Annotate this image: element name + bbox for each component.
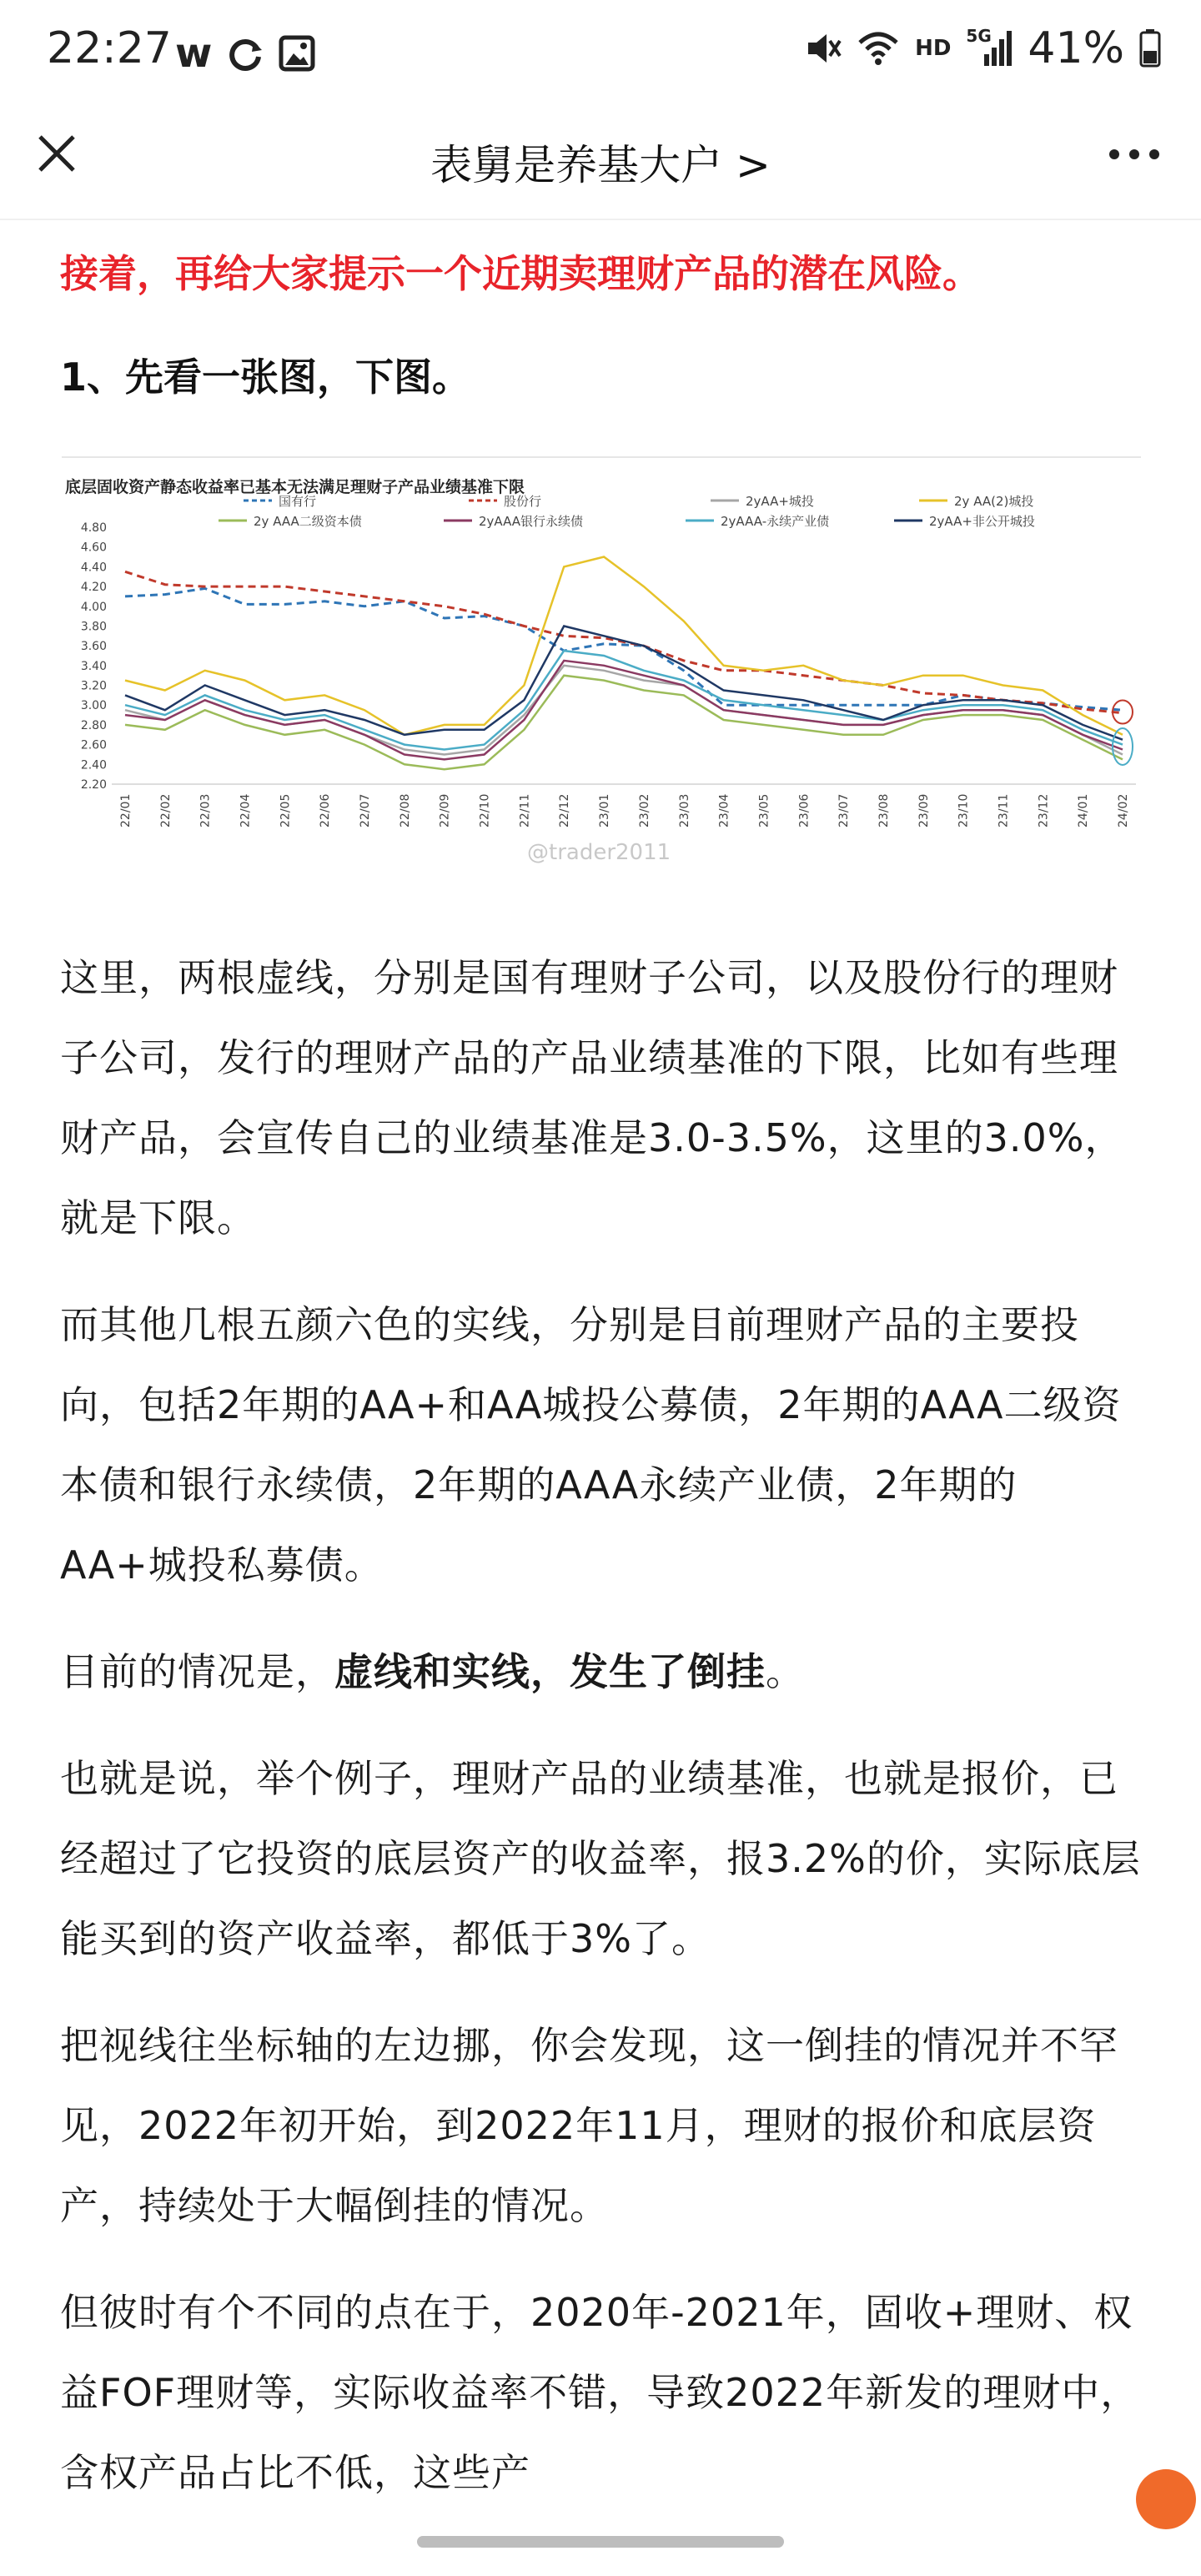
battery-icon: [1139, 29, 1161, 68]
x-tick-label: 23/05: [757, 793, 771, 828]
paragraph-4: 也就是说，举个例子，理财产品的业绩基准，也就是报价，已经超过了它投资的底层资产的收益率，报3.2%的价，实际底层能买到的资产收益率，都低于3%了。: [60, 1756, 1141, 1961]
paragraph-6: 但彼时有个不同的点在于，2020年-2021年，固收+理财、权益FOF理财等，实际收益率不错，导致2022年新发的理财中，含权产品占比不低，这些产: [60, 2290, 1140, 2495]
chart-image[interactable]: [60, 450, 1144, 884]
x-tick-label: 23/10: [957, 793, 971, 828]
carrier-w-icon: w: [175, 30, 213, 77]
legend-label: 2y AA(2)城投: [954, 494, 1034, 509]
paragraph-5: 把视线往坐标轴的左边挪，你会发现，这一倒挂的情况并不罕见，2022年初开始，到2022年11月，理财的报价和底层资产，持续处于大幅倒挂的情况。: [60, 2023, 1118, 2228]
x-tick-label: 23/12: [1037, 793, 1051, 828]
y-tick-label: 4.40: [80, 561, 107, 575]
home-indicator[interactable]: [417, 2536, 784, 2548]
x-tick-label: 23/03: [677, 793, 691, 828]
signal-icon: [966, 26, 1013, 68]
status-left-icons: [175, 30, 315, 77]
mute-icon: [803, 29, 842, 68]
wifi-icon: [857, 29, 900, 68]
legend-label: 国有行: [279, 494, 317, 509]
legend-label: 2yAA+非公开城投: [929, 514, 1035, 529]
x-tick-label: 23/09: [917, 793, 931, 828]
sync-icon: [225, 33, 265, 73]
y-tick-label: 2.40: [80, 758, 107, 772]
y-tick-label: 3.00: [80, 699, 107, 713]
legend-label: 股份行: [504, 494, 542, 509]
chart-axes: [81, 521, 1136, 828]
chart-svg: [60, 450, 1144, 884]
series-line: [125, 588, 1123, 710]
x-tick-label: 22/10: [478, 793, 492, 828]
legend-label: 2yAA+城投: [746, 494, 814, 509]
paragraph-3-prefix: 目前的情况是，: [60, 1649, 334, 1694]
x-tick-label: 23/07: [837, 793, 852, 828]
legend-label: 2y AAA二级资本债: [254, 514, 362, 529]
section-title: 1、先看一张图，下图。: [60, 355, 471, 400]
x-tick-label: 23/02: [637, 793, 651, 828]
x-tick-label: 22/04: [239, 793, 253, 828]
x-tick-label: 24/01: [1077, 793, 1091, 828]
x-tick-label: 23/01: [598, 793, 612, 828]
x-tick-label: 22/02: [158, 793, 173, 828]
chart-watermark: @trader2011: [527, 840, 671, 865]
x-tick-label: 22/08: [398, 793, 412, 828]
paragraph-3: [60, 1632, 1144, 1712]
status-right: [803, 23, 1161, 73]
y-tick-label: 3.60: [80, 640, 107, 654]
x-tick-label: 22/01: [119, 793, 133, 828]
floating-action-button[interactable]: [1136, 2469, 1196, 2529]
y-tick-label: 2.20: [80, 778, 107, 792]
x-tick-label: 22/05: [279, 793, 293, 828]
article-content: [60, 242, 1144, 2495]
paragraph-3-bold: 虚线和实线，发生了倒挂: [334, 1649, 766, 1694]
y-tick-label: 4.20: [80, 581, 107, 595]
y-tick-label: 2.80: [80, 718, 107, 732]
x-tick-label: 24/02: [1117, 793, 1130, 828]
x-tick-label: 22/06: [319, 793, 333, 828]
paragraph-2: 而其他几根五颜六色的实线，分别是目前理财产品的主要投向，包括2年期的AA+和AA城投公募债，2年期的AAA二级资本债和银行永续债，2年期的AAA永续产业债，2年期的AA+城投私募债。: [60, 1302, 1122, 1587]
nav-bar: [0, 108, 1201, 217]
nav-divider: [0, 219, 1201, 220]
y-tick-label: 3.40: [80, 659, 107, 673]
chart-lines: [125, 557, 1133, 770]
x-tick-label: 23/06: [797, 793, 812, 828]
chart-title: 底层固收资产静态收益率已基本无法满足理财子产品业绩基准下限: [65, 478, 525, 496]
battery-percent: 41%: [1028, 23, 1124, 73]
x-tick-label: 23/11: [997, 793, 1011, 828]
y-tick-label: 2.60: [80, 738, 107, 752]
x-tick-label: 23/08: [877, 793, 891, 828]
x-tick-label: 22/11: [518, 793, 532, 828]
image-icon: [279, 35, 315, 72]
status-bar: [0, 0, 1201, 108]
y-tick-label: 4.80: [80, 521, 107, 535]
status-time: 22:27: [47, 23, 172, 73]
chart-legend: [219, 494, 1035, 529]
hd-label: HD: [915, 36, 952, 61]
x-tick-label: 22/03: [198, 793, 213, 828]
paragraph-1: 这里，两根虚线，分别是国有理财子公司，以及股份行的理财子公司，发行的理财产品的产品业绩基准的下限，比如有些理财产品，会宣传自己的业绩基准是3.0-3.5%，这里的3.0%，就是下限。: [60, 955, 1124, 1240]
more-options-icon[interactable]: [1101, 133, 1168, 175]
legend-label: 2yAAA-永续产业债: [721, 514, 830, 529]
x-tick-label: 22/07: [359, 793, 373, 828]
red-heading: 接着，再给大家提示一个近期卖理财产品的潜在风险。: [60, 251, 981, 296]
legend-label: 2yAAA银行永续债: [479, 514, 584, 529]
x-tick-label: 23/04: [717, 793, 731, 828]
y-tick-label: 4.00: [80, 600, 107, 614]
x-tick-label: 22/12: [558, 793, 572, 828]
account-title[interactable]: 表舅是养基大户 >: [430, 141, 771, 189]
paragraph-3-suffix: 。: [766, 1649, 805, 1694]
y-tick-label: 3.20: [80, 679, 107, 693]
series-line: [125, 571, 1123, 712]
y-tick-label: 3.80: [80, 620, 107, 634]
x-tick-label: 22/09: [438, 793, 452, 828]
y-tick-label: 4.60: [80, 541, 107, 555]
network-label: 5G: [966, 26, 992, 46]
